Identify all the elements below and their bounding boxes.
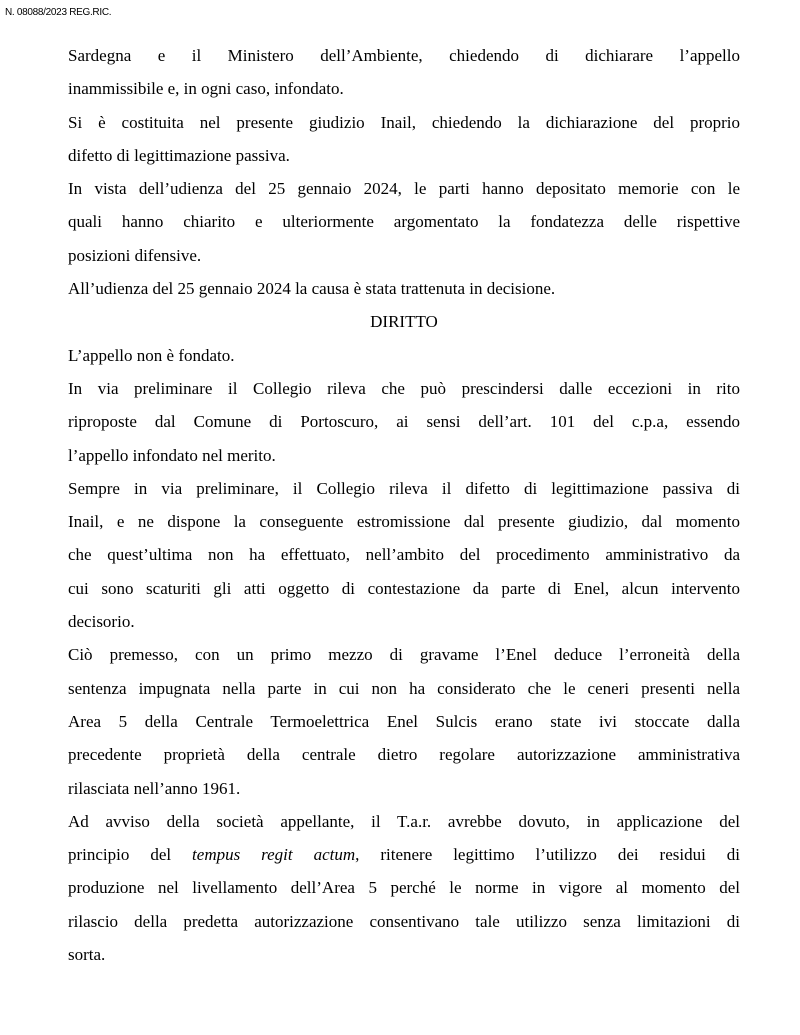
text-line: Sardegna e il Ministero dell’Ambiente, chiedendo di dichiarare l’appello	[68, 46, 740, 65]
text-line: produzione nel livellamento dell’Area 5 perché le norme in vigore al momento del	[68, 878, 740, 898]
text-line: che quest’ultima non ha effettuato, nell’ambito del procedimento amministrativo da	[68, 545, 740, 565]
text-line: Ciò premesso, con un primo mezzo di gravame l’Enel deduce l’erroneità della	[68, 645, 740, 665]
text-line: Ad avviso della società appellante, il T.a.r. avrebbe dovuto, in applicazione del	[68, 811, 740, 831]
text-line	[68, 838, 740, 871]
text-line: l’appello infondato nel merito.	[68, 445, 276, 465]
text-line: In via preliminare il Collegio rileva che può prescindersi dalle eccezioni in rito	[68, 378, 740, 398]
text-line: posizioni difensive.	[68, 245, 202, 265]
text-line: quali hanno chiarito e ulteriormente argomentato la fondatezza delle rispettive	[68, 212, 740, 232]
registry-number: N. 08088/2023 REG.RIC.	[5, 7, 112, 18]
text-line: In vista dell’udienza del 25 gennaio 2024, le parti hanno depositato memorie con le	[68, 179, 740, 199]
text-line: cui sono scaturiti gli atti oggetto di contestazione da parte di Enel, alcun intervento	[68, 578, 740, 598]
text-line: L’appello non è fondato.	[68, 345, 235, 365]
text-line: Sempre in via preliminare, il Collegio rileva il difetto di legittimazione passiva di	[68, 478, 740, 498]
text-line: rilascio della predetta autorizzazione consentivano tale utilizzo senza limitazioni di	[68, 911, 740, 931]
text-line: inammissibile e, in ogni caso, infondato.	[68, 79, 344, 99]
text-line: sentenza impugnata nella parte in cui non ha considerato che le ceneri presenti nella	[68, 678, 740, 698]
text-line: sorta.	[68, 945, 106, 965]
italic-phrase: tempus regit actum	[192, 845, 356, 865]
text-line: riproposte dal Comune di Portoscuro, ai sensi dell’art. 101 del c.p.a, essendo	[68, 412, 740, 432]
text-line: rilasciata nell’anno 1961.	[68, 778, 241, 798]
text-line: precedente proprietà della centrale dietro regolare autorizzazione amministrativa	[68, 745, 740, 765]
text-run: principio del	[68, 845, 193, 865]
text-line: All’udienza del 25 gennaio 2024 la causa è stata trattenuta in decisione.	[68, 279, 556, 299]
text-line: difetto di legittimazione passiva.	[68, 145, 290, 165]
text-line: Area 5 della Centrale Termoelettrica Enel Sulcis erano state ivi stoccate dalla	[68, 711, 740, 731]
text-line: Inail, e ne dispone la conseguente estromissione dal presente giudizio, dal momento	[68, 512, 740, 532]
section-heading: DIRITTO	[370, 312, 438, 332]
document-body	[68, 39, 740, 971]
text-line: decisorio.	[68, 612, 135, 632]
text-run: , ritenere legittimo l’utilizzo dei residui di	[355, 845, 740, 865]
text-line: Si è costituita nel presente giudizio Inail, chiedendo la dichiarazione del proprio	[68, 112, 740, 132]
